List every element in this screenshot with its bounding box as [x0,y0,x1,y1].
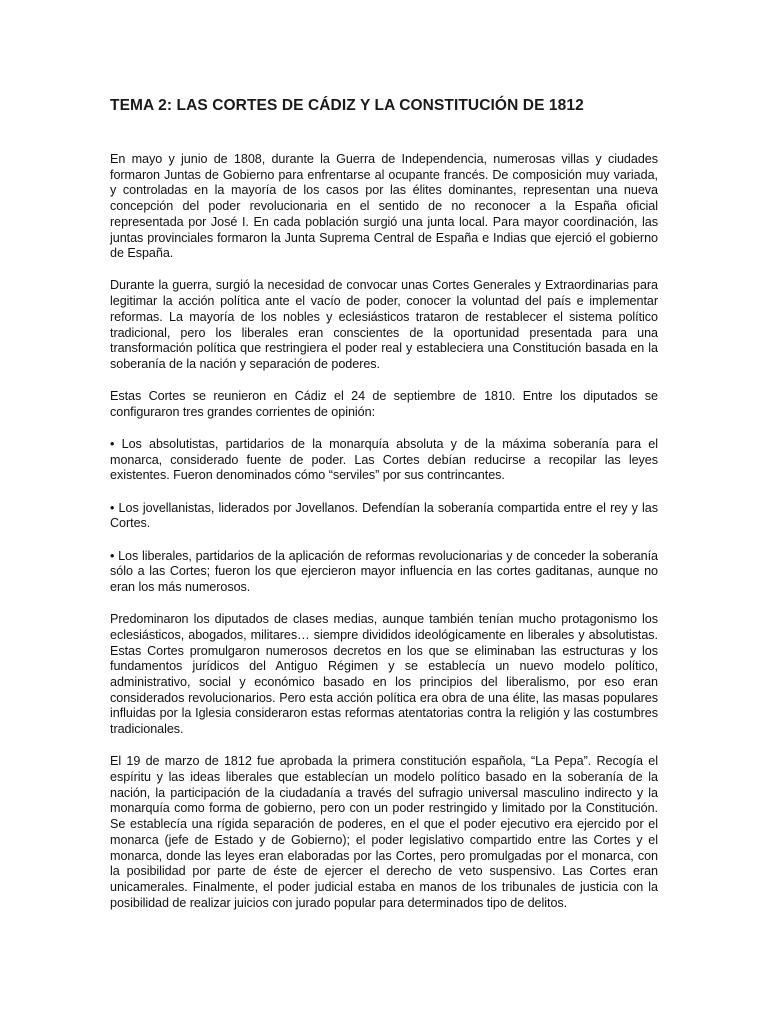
paragraph-juntas: En mayo y junio de 1808, durante la Guerra de Independencia, numerosas villas y ciudades formaron Juntas de Gobierno para enfrentarse al ocupante francés. De composición muy variada, y controladas en la mayoría de los casos por las élites dominantes, representan una nueva concepción del poder revolucionaria en el sentido de no reconocer a la España oficial representada por José I. En cada población surgió una junta local. Para mayor coordinación, las juntas provinciales formaron la Junta Suprema Central de España e Indias que ejerció el gobierno de España. [110,152,658,261]
paragraph-constitucion: El 19 de marzo de 1812 fue aprobada la primera constitución española, “La Pepa”. Recogía el espíritu y las ideas liberales que establecían un modelo político basado en la soberanía de la nación, la participación de la ciudadanía a través del sufragio universal masculino indirecto y la monarquía como forma de gobierno, pero con un poder restringido y limitado por la Constitución. Se establecía una rígida separación de poderes, en el que el poder ejecutivo era ejercido por el monarca (jefe de Estado y de Gobierno); el poder legislativo compartido entre las Cortes y el monarca, donde las leyes eran elaboradas por las Cortes, pero promulgadas por el monarca, con la posibilidad por parte de éste de ejercer el derecho de veto suspensivo. Las Cortes eran unicamerales. Finalmente, el poder judicial estaba en manos de los tribunales de justicia con la posibilidad de realizar juicios con jurado popular para determinados tipo de delitos. [110,754,658,910]
document-page [110,96,658,928]
document-body [110,152,658,911]
bullet-jovellanistas: • Los jovellanistas, liderados por Jovellanos. Defendían la soberanía compartida entre el rey y las Cortes. [110,501,658,532]
paragraph-cortes-convocatoria: Durante la guerra, surgió la necesidad de convocar unas Cortes Generales y Extraordinarias para legitimar la acción política ante el vacío de poder, conocer la voluntad del país e implementar reformas. La mayoría de los nobles y eclesiásticos trataron de restablecer el sistema político tradicional, pero los liberales eran conscientes de la oportunidad presentada para una transformación política que restringiera el poder real y estableciera una Constitución basada en la soberanía de la nación y separación de poderes. [110,278,658,371]
bullet-absolutistas: • Los absolutistas, partidarios de la monarquía absoluta y de la máxima soberanía para el monarca, considerado fuente de poder. Las Cortes debían reducirse a recopilar las leyes existentes. Fueron denominados cómo “serviles” por sus contrincantes. [110,437,658,484]
bullet-liberales: • Los liberales, partidarios de la aplicación de reformas revolucionarias y de conceder la soberanía sólo a las Cortes; fueron los que ejercieron mayor influencia en las cortes gaditanas, aunque no eran los más numerosos. [110,549,658,596]
paragraph-cortes-reunion: Estas Cortes se reunieron en Cádiz el 24 de septiembre de 1810. Entre los diputados se configuraron tres grandes corrientes de opinión: [110,389,658,419]
document-title: TEMA 2: LAS CORTES DE CÁDIZ Y LA CONSTITUCIÓN DE 1812 [110,97,584,114]
paragraph-diputados: Predominaron los diputados de clases medias, aunque también tenían mucho protagonismo los eclesiásticos, abogados, militares… siempre divididos ideológicamente en liberales y absolutistas. Estas Cortes promulgaron numerosos decretos en los que se eliminaban las estructuras y los fundamentos jurídicos del Antiguo Régimen y se establecía un nuevo modelo político, administrativo, social y económico basado en los principios del liberalismo, por eso eran considerados revolucionarios. Pero esta acción política era obra de una élite, las masas populares influidas por la Iglesia consideraron estas reformas atentatorias contra la religión y las costumbres tradicionales. [110,612,658,737]
